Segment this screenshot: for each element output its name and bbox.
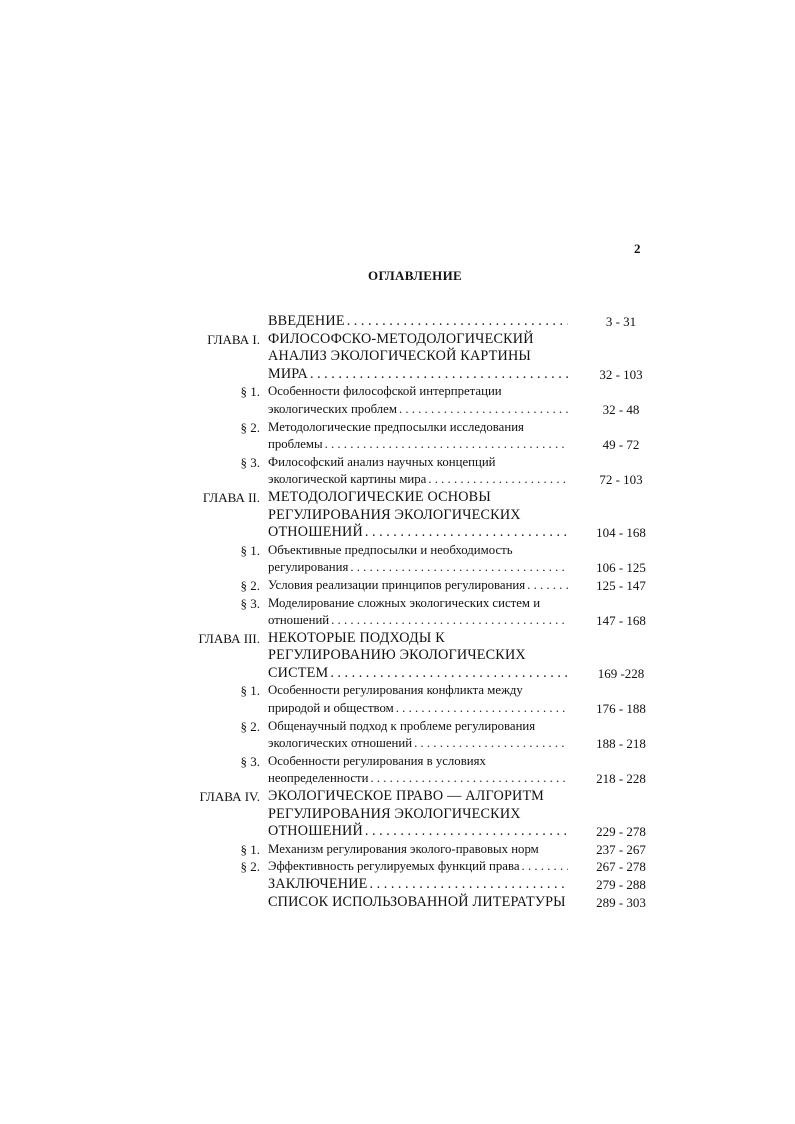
chapter-label: ГЛАВА II. (202, 489, 260, 505)
toc-entry-section-1-2[interactable] (150, 419, 650, 454)
section-label: § 3. (240, 595, 260, 611)
toc-entry-section-1-3[interactable] (150, 454, 650, 489)
toc-entry-conclusion[interactable] (150, 876, 650, 894)
entry-text: Моделирование сложных экологических систем и (268, 595, 541, 610)
entry-text: РЕГУЛИРОВАНИЮ ЭКОЛОГИЧЕСКИХ (268, 647, 526, 664)
leader-dots (365, 823, 568, 841)
entry-pages: 106 - 125 (596, 560, 646, 576)
entry-text: Особенности регулирования в условиях (268, 753, 486, 768)
entry-pages: 169 -228 (597, 665, 645, 681)
section-label: § 3. (240, 454, 260, 470)
toc-entry-chapter-1[interactable] (150, 331, 650, 384)
entry-pages: 32 - 103 (599, 366, 643, 382)
toc-entry-section-1-1[interactable] (150, 383, 650, 418)
entry-text: СИСТЕМ (268, 664, 329, 681)
leader-dots (399, 401, 568, 419)
entry-text: регулирования (268, 560, 349, 575)
toc-entry-section-3-3[interactable] (150, 753, 650, 788)
toc-entry-chapter-4[interactable] (150, 788, 650, 841)
entry-text: экологических отношений (268, 736, 413, 751)
entry-pages: 3 - 31 (605, 314, 637, 329)
entry-text: природой и обществом (268, 701, 394, 716)
leader-dots (428, 471, 568, 489)
section-label: § 2. (240, 577, 260, 593)
leader-dots (331, 612, 568, 630)
entry-pages: 147 - 168 (596, 613, 646, 629)
table-of-contents (150, 313, 650, 911)
toc-entry-section-3-1[interactable] (150, 682, 650, 717)
entry-text: отношений (268, 613, 330, 628)
leader-dots (310, 366, 568, 384)
section-label: § 3. (240, 753, 260, 769)
entry-pages: 218 - 228 (596, 771, 646, 787)
leader-dots (330, 665, 568, 683)
entry-text: ФИЛОСОФСКО-МЕТОДОЛОГИЧЕСКИЙ (268, 330, 534, 347)
entry-pages: 237 - 267 (596, 841, 646, 857)
entry-text: ЗАКЛЮЧЕНИЕ (268, 876, 368, 892)
chapter-label: ГЛАВА III. (198, 630, 260, 646)
toc-entry-section-2-3[interactable] (150, 595, 650, 630)
entry-text: проблемы (268, 437, 323, 452)
toc-entry-references[interactable] (150, 894, 650, 912)
entry-text: ОТНОШЕНИЙ (268, 524, 363, 541)
page-number: 2 (634, 241, 641, 256)
entry-text: НЕКОТОРЫЕ ПОДХОДЫ К (268, 629, 445, 646)
entry-text: ОТНОШЕНИЙ (268, 823, 363, 840)
leader-dots (350, 559, 568, 577)
section-label: § 2. (240, 419, 260, 435)
entry-text: экологических проблем (268, 401, 397, 416)
toc-entry-section-4-2[interactable] (150, 858, 650, 876)
entry-pages: 176 - 188 (596, 701, 646, 717)
leader-dots (522, 858, 568, 876)
toc-entry-section-2-1[interactable] (150, 542, 650, 577)
entry-text: Особенности философской интерпретации (268, 384, 502, 399)
entry-text: Эффективность регулируемых функций права (268, 859, 520, 874)
entry-text: РЕГУЛИРОВАНИЯ ЭКОЛОГИЧЕСКИХ (268, 506, 521, 523)
entry-text: Механизм регулирования эколого-правовых норм (268, 841, 539, 856)
entry-text: Методологические предпосылки исследования (268, 419, 524, 434)
toc-entry-intro[interactable] (150, 313, 650, 331)
leader-dots (527, 577, 568, 595)
toc-entry-section-4-1[interactable] (150, 841, 650, 859)
toc-entry-chapter-3[interactable] (150, 630, 650, 683)
leader-dots (325, 436, 568, 454)
section-label: § 1. (240, 841, 260, 857)
section-label: § 1. (240, 384, 260, 400)
toc-entry-section-2-2[interactable] (150, 577, 650, 595)
section-label: § 1. (240, 542, 260, 558)
leader-dots (396, 700, 568, 718)
chapter-label: ГЛАВА I. (207, 331, 260, 347)
entry-pages: 72 - 103 (599, 472, 643, 488)
entry-text: СПИСОК ИСПОЛЬЗОВАННОЙ ЛИТЕРАТУРЫ (268, 893, 566, 910)
entry-text: МИРА (268, 365, 308, 382)
entry-pages: 32 - 48 (602, 401, 640, 417)
section-label: § 1. (240, 683, 260, 699)
entry-pages: 289 - 303 (596, 894, 646, 910)
entry-text: Философский анализ научных концепций (268, 454, 496, 469)
leader-dots (414, 735, 568, 753)
entry-pages: 49 - 72 (602, 437, 640, 453)
section-label: § 2. (240, 718, 260, 734)
toc-entry-chapter-2[interactable] (150, 489, 650, 542)
entry-pages: 267 - 278 (596, 859, 646, 875)
entry-text: Особенности регулирования конфликта между (268, 683, 523, 698)
leader-dots (347, 313, 568, 331)
entry-text: МЕТОДОЛОГИЧЕСКИЕ ОСНОВЫ (268, 488, 491, 505)
leader-dots (370, 876, 568, 894)
entry-text: ЭКОЛОГИЧЕСКОЕ ПРАВО — АЛГОРИТМ (268, 788, 544, 805)
entry-pages: 104 - 168 (596, 525, 646, 541)
chapter-label: ГЛАВА IV. (199, 789, 260, 805)
entry-text: Объективные предпосылки и необходимость (268, 542, 513, 557)
entry-text: ВВЕДЕНИЕ (268, 313, 345, 329)
entry-pages: 229 - 278 (596, 824, 646, 840)
entry-text: Общенаучный подход к проблеме регулирования (268, 718, 536, 733)
entry-text: неопределенности (268, 771, 369, 786)
leader-dots (370, 770, 568, 788)
entry-text: Условия реализации принципов регулирования (268, 577, 526, 592)
entry-pages: 125 - 147 (596, 577, 646, 593)
toc-entry-section-3-2[interactable] (150, 718, 650, 753)
leader-dots (365, 524, 568, 542)
entry-text: РЕГУЛИРОВАНИЯ ЭКОЛОГИЧЕСКИХ (268, 805, 521, 822)
entry-pages: 188 - 218 (596, 736, 646, 752)
entry-text: экологической картины мира (268, 472, 427, 487)
entry-pages: 279 - 288 (596, 877, 646, 892)
entry-text: АНАЛИЗ ЭКОЛОГИЧЕСКОЙ КАРТИНЫ (268, 348, 531, 365)
section-label: § 2. (240, 859, 260, 875)
toc-title: ОГЛАВЛЕНИЕ (368, 268, 462, 283)
